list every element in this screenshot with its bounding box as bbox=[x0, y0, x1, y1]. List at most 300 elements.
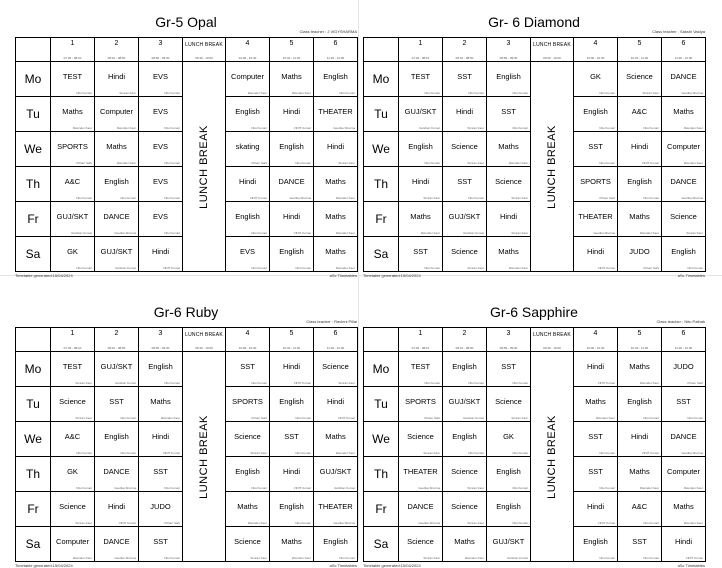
lesson-cell bbox=[443, 62, 487, 97]
lesson-cell bbox=[399, 97, 443, 132]
lesson-cell bbox=[95, 167, 139, 202]
teacher-name: Nitu Kumari bbox=[599, 451, 615, 455]
teacher-name: Ravinder Kaur bbox=[335, 266, 355, 270]
day-label: Th bbox=[16, 457, 51, 492]
teacher-name: Gulshan Kumar bbox=[115, 381, 136, 385]
subject-name: Science bbox=[626, 71, 653, 81]
lesson-cell bbox=[399, 132, 443, 167]
lesson-cell bbox=[662, 527, 706, 562]
lesson-cell bbox=[662, 202, 706, 237]
teacher-name: Nitu Kumari bbox=[424, 266, 440, 270]
subject-name: English bbox=[408, 141, 433, 151]
corner-cell bbox=[16, 38, 51, 62]
subject-name: JUDO bbox=[150, 501, 171, 511]
subject-name: THEATER bbox=[318, 501, 353, 511]
teacher-name: Nitu Kumari bbox=[512, 126, 528, 130]
lesson-cell bbox=[270, 422, 314, 457]
teacher-name: Ravinder Kaur bbox=[683, 161, 703, 165]
lesson-cell bbox=[487, 167, 531, 202]
subject-name: English bbox=[627, 176, 652, 186]
lunch-break-column bbox=[531, 352, 574, 562]
lesson-cell bbox=[487, 97, 531, 132]
day-label: Tu bbox=[16, 97, 51, 132]
subject-name: English bbox=[583, 106, 608, 116]
generated-date: Timetable generated:15/04/2024 bbox=[363, 273, 421, 278]
teacher-name: Ravinder Kaur bbox=[639, 486, 659, 490]
lesson-cell bbox=[51, 352, 95, 387]
teacher-name: Ravinder Kaur bbox=[291, 91, 311, 95]
period-number: 4 bbox=[593, 40, 598, 47]
lesson-cell bbox=[399, 422, 443, 457]
lesson-cell bbox=[95, 352, 139, 387]
subject-name: TEST bbox=[62, 71, 83, 81]
timetable-grid bbox=[15, 327, 358, 562]
subject-name: Hindi bbox=[586, 246, 605, 256]
teacher-name: Ravinder Kaur bbox=[683, 126, 703, 130]
lesson-cell bbox=[574, 387, 618, 422]
subject-name: Science bbox=[59, 396, 86, 406]
teacher-name: Ravinder Kaur bbox=[508, 266, 528, 270]
lesson-cell bbox=[51, 132, 95, 167]
teacher-name: VINIT Kumar bbox=[293, 126, 311, 130]
lesson-cell bbox=[139, 132, 183, 167]
lesson-cell bbox=[487, 62, 531, 97]
subject-name: SST bbox=[501, 106, 516, 116]
teacher-name: Nitu Kumari bbox=[295, 416, 311, 420]
header-row bbox=[364, 328, 706, 352]
generated-date: Timetable generated:15/04/2024 bbox=[363, 563, 421, 568]
teacher-name: Simran Kaur bbox=[75, 521, 92, 525]
subject-name: GK bbox=[590, 71, 601, 81]
teacher-name: Nitu Kumari bbox=[164, 126, 180, 130]
subject-name: English bbox=[148, 361, 173, 371]
lesson-cell bbox=[226, 422, 270, 457]
period-header-cell bbox=[139, 38, 183, 62]
lesson-cell bbox=[314, 132, 358, 167]
period-number: 2 bbox=[114, 330, 119, 337]
lesson-cell bbox=[399, 237, 443, 272]
teacher-name: Geetika Sharma bbox=[418, 521, 440, 525]
teacher-name: Nitu Kumari bbox=[424, 161, 440, 165]
lesson-cell bbox=[399, 62, 443, 97]
teacher-name: Nitu Kumari bbox=[76, 91, 92, 95]
teacher-name: Geetika Sharma bbox=[333, 521, 355, 525]
teacher-name: Gulshan Kumar bbox=[115, 266, 136, 270]
teacher-name: Nitu Kumari bbox=[643, 196, 659, 200]
subject-name: A&C bbox=[64, 431, 81, 441]
lesson-cell bbox=[139, 387, 183, 422]
period-header-cell bbox=[662, 328, 706, 352]
period-number: 5 bbox=[637, 40, 642, 47]
day-label: We bbox=[16, 422, 51, 457]
lesson-cell bbox=[399, 202, 443, 237]
lesson-cell bbox=[399, 387, 443, 422]
lesson-cell bbox=[662, 422, 706, 457]
lesson-cell bbox=[574, 527, 618, 562]
lesson-cell bbox=[139, 422, 183, 457]
teacher-name: VINIT Kumar bbox=[249, 196, 267, 200]
lunch-break-header: LUNCH BREAK bbox=[533, 42, 571, 48]
subject-name: THEATER bbox=[318, 106, 353, 116]
subject-name: EVS bbox=[152, 71, 168, 81]
teacher-name: Ravinder Kaur bbox=[595, 416, 615, 420]
day-label: Sa bbox=[364, 237, 399, 272]
day-row bbox=[16, 352, 358, 387]
period-time: 07:30 - 08:10 bbox=[63, 346, 82, 350]
lesson-cell bbox=[487, 492, 531, 527]
lesson-cell bbox=[139, 167, 183, 202]
subject-name: TEST bbox=[62, 361, 83, 371]
teacher-name: VINIT Kumar bbox=[293, 381, 311, 385]
lesson-cell bbox=[574, 167, 618, 202]
lesson-cell bbox=[51, 202, 95, 237]
timetable-panel bbox=[363, 14, 705, 278]
lesson-cell bbox=[95, 62, 139, 97]
teacher-name: Simran Kaur bbox=[642, 91, 659, 95]
subject-name: DANCE bbox=[670, 71, 697, 81]
teacher-name: Nitu Kumari bbox=[468, 451, 484, 455]
lesson-cell bbox=[51, 457, 95, 492]
teacher-name: Geetika Sharma bbox=[418, 486, 440, 490]
teacher-name: Geetika Sharma bbox=[114, 486, 136, 490]
teacher-name: Ravinder Kaur bbox=[464, 556, 484, 560]
teacher-name: Nitu Kumari bbox=[120, 451, 136, 455]
period-header-cell bbox=[95, 38, 139, 62]
lesson-cell bbox=[139, 457, 183, 492]
day-row bbox=[364, 62, 706, 97]
teacher-name: VINIT Kumar bbox=[597, 521, 615, 525]
lunch-break-label: LUNCH BREAK bbox=[546, 124, 558, 209]
subject-name: A&C bbox=[631, 501, 648, 511]
period-time: 10:40 - 11:20 bbox=[282, 346, 301, 350]
teacher-name: Ravinder Kaur bbox=[291, 556, 311, 560]
lesson-cell bbox=[314, 492, 358, 527]
period-time: 07:30 - 08:10 bbox=[411, 56, 430, 60]
lesson-cell bbox=[139, 237, 183, 272]
lesson-cell bbox=[443, 97, 487, 132]
lesson-cell bbox=[399, 352, 443, 387]
lesson-cell bbox=[314, 352, 358, 387]
teacher-name: Nitu Kumari bbox=[599, 91, 615, 95]
subject-name: Hindi bbox=[151, 431, 170, 441]
teacher-name: Nitu Kumari bbox=[295, 161, 311, 165]
period-time: 10:00 - 10:40 bbox=[586, 56, 605, 60]
subject-name: JUDO bbox=[673, 361, 694, 371]
day-label: Tu bbox=[364, 387, 399, 422]
generated-date: Timetable generated:15/04/2024 bbox=[15, 563, 73, 568]
day-label: Th bbox=[364, 167, 399, 202]
teacher-name: Ravinder Kaur bbox=[639, 381, 659, 385]
day-label: Fr bbox=[364, 202, 399, 237]
subject-name: SST bbox=[413, 246, 428, 256]
period-number: 3 bbox=[158, 40, 163, 47]
day-row bbox=[16, 62, 358, 97]
teacher-name: Simran Kaur bbox=[75, 416, 92, 420]
period-time: 10:00 - 10:40 bbox=[238, 56, 257, 60]
teacher-name: Nitu Kumari bbox=[251, 381, 267, 385]
lesson-cell bbox=[487, 527, 531, 562]
teacher-name: Simran Kaur bbox=[467, 161, 484, 165]
lesson-cell bbox=[139, 492, 183, 527]
period-time: 08:50 - 09:30 bbox=[499, 346, 518, 350]
lesson-cell bbox=[618, 202, 662, 237]
lesson-cell bbox=[443, 527, 487, 562]
period-time: 10:40 - 11:20 bbox=[630, 346, 649, 350]
lesson-cell bbox=[270, 492, 314, 527]
lesson-cell bbox=[443, 352, 487, 387]
teacher-name: Simran Kaur bbox=[467, 266, 484, 270]
lesson-cell bbox=[226, 202, 270, 237]
subject-name: Maths bbox=[281, 536, 302, 546]
subject-name: Science bbox=[451, 141, 478, 151]
subject-name: Science bbox=[407, 536, 434, 546]
subject-name: GK bbox=[67, 466, 78, 476]
lesson-cell bbox=[662, 132, 706, 167]
subject-name: SST bbox=[457, 176, 472, 186]
teacher-name: Geetika Sharma bbox=[114, 556, 136, 560]
lesson-cell bbox=[662, 237, 706, 272]
lesson-cell bbox=[662, 387, 706, 422]
lesson-cell bbox=[95, 422, 139, 457]
day-row bbox=[364, 352, 706, 387]
subject-name: Maths bbox=[410, 211, 431, 221]
subject-name: Science bbox=[495, 396, 522, 406]
subject-name: Maths bbox=[498, 246, 519, 256]
period-number: 5 bbox=[289, 40, 294, 47]
period-header-cell bbox=[443, 328, 487, 352]
subject-name: Maths bbox=[62, 106, 83, 116]
period-header-cell bbox=[314, 38, 358, 62]
class-teacher: Class teacher : Sakshi Vaidya bbox=[652, 29, 705, 34]
teacher-name: Ravinder Kaur bbox=[247, 521, 267, 525]
subject-name: English bbox=[496, 501, 521, 511]
lesson-cell bbox=[443, 202, 487, 237]
lesson-cell bbox=[270, 132, 314, 167]
class-title: Gr-6 Sapphire bbox=[490, 304, 578, 320]
subject-name: Science bbox=[407, 431, 434, 441]
period-time: 09:30 - 10:00 bbox=[195, 346, 213, 350]
teacher-name: VINIT Kumar bbox=[597, 381, 615, 385]
subject-name: Computer bbox=[667, 466, 700, 476]
lesson-cell bbox=[574, 457, 618, 492]
teacher-name: Nitu Kumari bbox=[643, 556, 659, 560]
lunch-break-label: LUNCH BREAK bbox=[198, 124, 210, 209]
subject-name: EVS bbox=[152, 211, 168, 221]
lesson-cell bbox=[95, 387, 139, 422]
teacher-name: Nitu Kumari bbox=[164, 161, 180, 165]
lesson-cell bbox=[51, 387, 95, 422]
timetable-panel bbox=[15, 304, 357, 568]
lunch-header-cell bbox=[531, 38, 574, 62]
lesson-cell bbox=[95, 237, 139, 272]
teacher-name: Geetika Sharma bbox=[681, 91, 703, 95]
lesson-cell bbox=[314, 62, 358, 97]
teacher-name: Nitu Kumari bbox=[164, 196, 180, 200]
teacher-name: Gulshan Kumar bbox=[334, 486, 355, 490]
subject-name: GUJ/SKT bbox=[404, 106, 437, 116]
subject-name: Maths bbox=[106, 141, 127, 151]
corner-cell bbox=[364, 38, 399, 62]
lesson-cell bbox=[270, 202, 314, 237]
subject-name: English bbox=[235, 466, 260, 476]
subject-name: English bbox=[627, 396, 652, 406]
subject-name: Maths bbox=[325, 431, 346, 441]
teacher-name: Simran Kaur bbox=[338, 381, 355, 385]
period-time: 08:50 - 09:30 bbox=[499, 56, 518, 60]
teacher-name: Nitu Kumari bbox=[687, 416, 703, 420]
teacher-name: Nitu Kumari bbox=[468, 196, 484, 200]
lesson-cell bbox=[574, 132, 618, 167]
period-number: 6 bbox=[333, 40, 338, 47]
subject-name: Maths bbox=[629, 466, 650, 476]
lesson-cell bbox=[270, 167, 314, 202]
period-time: 11:20 - 12:00 bbox=[326, 56, 345, 60]
teacher-name: Nitu Kumari bbox=[512, 486, 528, 490]
lunch-break-header: LUNCH BREAK bbox=[185, 332, 223, 338]
lesson-cell bbox=[618, 132, 662, 167]
teacher-name: Geetika Sharma bbox=[681, 451, 703, 455]
lesson-cell bbox=[618, 527, 662, 562]
period-time: 08:50 - 09:30 bbox=[151, 346, 170, 350]
lesson-cell bbox=[314, 202, 358, 237]
period-number: 6 bbox=[681, 40, 686, 47]
teacher-name: Nitu Kumari bbox=[599, 161, 615, 165]
lesson-cell bbox=[574, 492, 618, 527]
teacher-name: Nitu Kumari bbox=[295, 266, 311, 270]
teacher-name: Nitu Kumari bbox=[599, 486, 615, 490]
lesson-cell bbox=[314, 237, 358, 272]
subject-name: DANCE bbox=[103, 211, 130, 221]
corner-cell bbox=[364, 328, 399, 352]
subject-name: SST bbox=[632, 536, 647, 546]
period-time: 08:10 - 08:50 bbox=[455, 346, 474, 350]
lesson-cell bbox=[226, 527, 270, 562]
lesson-cell bbox=[270, 352, 314, 387]
lesson-cell bbox=[270, 527, 314, 562]
day-label: Sa bbox=[16, 237, 51, 272]
day-label: We bbox=[16, 132, 51, 167]
teacher-name: Simran Kaur bbox=[423, 196, 440, 200]
lesson-cell bbox=[574, 237, 618, 272]
lesson-cell bbox=[51, 492, 95, 527]
lesson-cell bbox=[662, 167, 706, 202]
lesson-cell bbox=[270, 457, 314, 492]
lesson-cell bbox=[314, 457, 358, 492]
subject-name: Maths bbox=[585, 396, 606, 406]
teacher-name: Nitu Kumari bbox=[512, 91, 528, 95]
lesson-cell bbox=[226, 457, 270, 492]
subject-name: SPORTS bbox=[232, 396, 263, 406]
lunch-break-column bbox=[183, 352, 226, 562]
period-number: 1 bbox=[70, 40, 75, 47]
subject-name: SPORTS bbox=[580, 176, 611, 186]
teacher-name: Nitu Kumari bbox=[339, 91, 355, 95]
subject-name: Maths bbox=[325, 246, 346, 256]
lesson-cell bbox=[314, 387, 358, 422]
lesson-cell bbox=[443, 132, 487, 167]
class-title: Gr-6 Ruby bbox=[153, 304, 219, 320]
teacher-name: Ravinder Kaur bbox=[683, 486, 703, 490]
period-time: 08:10 - 08:50 bbox=[455, 56, 474, 60]
timetable-panel bbox=[15, 14, 357, 278]
subject-name: A&C bbox=[64, 176, 81, 186]
teacher-name: Simran Kaur bbox=[511, 416, 528, 420]
lesson-cell bbox=[139, 352, 183, 387]
lesson-cell bbox=[618, 457, 662, 492]
period-number: 1 bbox=[70, 330, 75, 337]
period-time: 09:30 - 10:00 bbox=[543, 346, 561, 350]
lesson-cell bbox=[443, 492, 487, 527]
subject-name: English bbox=[583, 536, 608, 546]
lesson-cell bbox=[51, 237, 95, 272]
subject-name: Science bbox=[451, 246, 478, 256]
period-time: 10:00 - 10:40 bbox=[586, 346, 605, 350]
teacher-name: Nitu Kumari bbox=[643, 126, 659, 130]
teacher-name: Pritam Sahi bbox=[687, 381, 703, 385]
teacher-name: Nitu Kumari bbox=[339, 556, 355, 560]
teacher-name: Nitu Kumari bbox=[512, 451, 528, 455]
lunch-header-cell bbox=[531, 328, 574, 352]
subject-name: TEST bbox=[410, 71, 431, 81]
subject-name: DANCE bbox=[407, 501, 434, 511]
teacher-name: Simran Kaur bbox=[686, 231, 703, 235]
lesson-cell bbox=[314, 422, 358, 457]
subject-name: Hindi bbox=[455, 106, 474, 116]
lesson-cell bbox=[487, 457, 531, 492]
subject-name: Hindi bbox=[586, 501, 605, 511]
lesson-cell bbox=[618, 352, 662, 387]
teacher-name: Nitu Kumari bbox=[468, 381, 484, 385]
day-label: Mo bbox=[16, 62, 51, 97]
subject-name: Maths bbox=[629, 211, 650, 221]
lesson-cell bbox=[443, 167, 487, 202]
period-number: 2 bbox=[462, 40, 467, 47]
teacher-name: Geetika Sharma bbox=[289, 196, 311, 200]
subject-name: THEATER bbox=[578, 211, 613, 221]
period-header-cell bbox=[487, 328, 531, 352]
teacher-name: Nitu Kumari bbox=[512, 381, 528, 385]
period-time: 11:20 - 12:00 bbox=[674, 346, 693, 350]
lesson-cell bbox=[139, 62, 183, 97]
lesson-cell bbox=[618, 62, 662, 97]
lesson-cell bbox=[574, 62, 618, 97]
lunch-header-cell bbox=[183, 328, 226, 352]
day-label: Fr bbox=[16, 202, 51, 237]
teacher-name: Simran Kaur bbox=[467, 521, 484, 525]
teacher-name: Ravinder Kaur bbox=[335, 196, 355, 200]
period-header-cell bbox=[314, 328, 358, 352]
class-teacher: Class teacher : Ravinni Pillai bbox=[306, 319, 357, 324]
teacher-name: Nitu Kumari bbox=[599, 556, 615, 560]
lesson-cell bbox=[443, 457, 487, 492]
timetable-panel bbox=[363, 304, 705, 568]
period-number: 3 bbox=[506, 40, 511, 47]
lesson-cell bbox=[314, 167, 358, 202]
teacher-name: Nitu Kumari bbox=[164, 231, 180, 235]
subject-name: GUJ/SKT bbox=[100, 246, 133, 256]
teacher-name: Simran Kaur bbox=[467, 486, 484, 490]
lesson-cell bbox=[574, 202, 618, 237]
teacher-name: VINIT Kumar bbox=[162, 451, 180, 455]
period-number: 2 bbox=[114, 40, 119, 47]
page-divider-vertical bbox=[358, 0, 359, 558]
teacher-name: Geetika Sharma bbox=[593, 231, 615, 235]
subject-name: EVS bbox=[239, 246, 255, 256]
teacher-name: Nitu Kumari bbox=[76, 196, 92, 200]
lesson-cell bbox=[226, 352, 270, 387]
lunch-break-header: LUNCH BREAK bbox=[185, 42, 223, 48]
teacher-name: Nitu Kumari bbox=[164, 556, 180, 560]
